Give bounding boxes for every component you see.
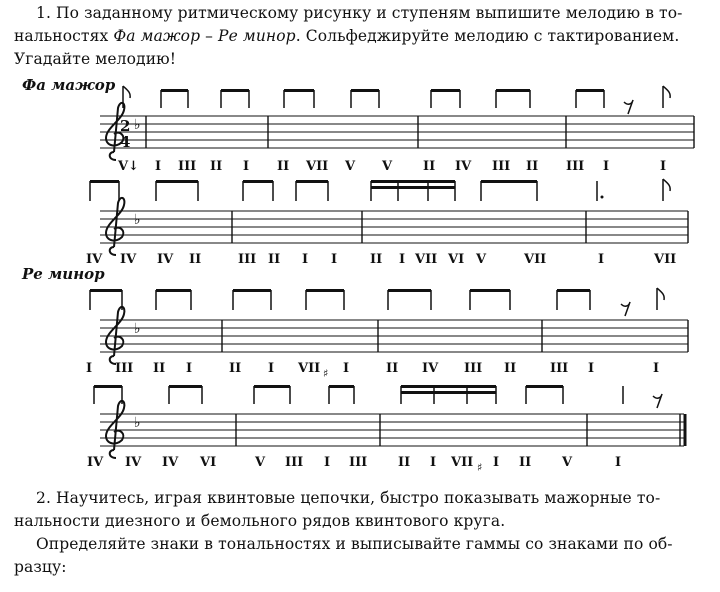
degree: I bbox=[493, 455, 500, 470]
degree: V bbox=[562, 455, 573, 470]
degree: II bbox=[526, 159, 539, 174]
degree: VII bbox=[654, 252, 677, 267]
degree: III bbox=[178, 159, 197, 174]
flat-key-sign: ♭ bbox=[134, 117, 141, 133]
beam-pair bbox=[161, 89, 188, 108]
beam-pair bbox=[496, 89, 530, 108]
degree: I bbox=[186, 361, 193, 376]
degree: V bbox=[345, 159, 356, 174]
degree: III bbox=[464, 361, 483, 376]
flat-key-sign: ♭ bbox=[134, 212, 141, 228]
degree: V bbox=[476, 252, 487, 267]
degree: II bbox=[229, 361, 242, 376]
task2-line2: нальности диезного и бемольного рядов квинтового круга. bbox=[14, 512, 506, 530]
degree: I bbox=[603, 159, 610, 174]
section-label-major: Фа мажор bbox=[22, 76, 116, 94]
degree: II bbox=[386, 361, 399, 376]
degree: I bbox=[399, 252, 406, 267]
degree: VII bbox=[524, 252, 547, 267]
degree: IV bbox=[422, 361, 439, 376]
task1-paragraph bbox=[14, 2, 706, 71]
degree: I bbox=[653, 361, 660, 376]
task1-line3: Угадайте мелодию! bbox=[14, 50, 177, 68]
staff-4 bbox=[0, 380, 720, 476]
degree: I bbox=[324, 455, 331, 470]
degree: IV bbox=[157, 252, 174, 267]
sharp-sign: ♯ bbox=[323, 367, 329, 378]
degree: IV bbox=[455, 159, 472, 174]
treble-clef-icon bbox=[106, 307, 124, 364]
section-label-minor: Ре минор bbox=[22, 265, 105, 283]
rhythm bbox=[90, 288, 664, 316]
degree: I bbox=[302, 252, 309, 267]
treble-clef-icon bbox=[106, 401, 124, 458]
task1-line2-pre: нальностях bbox=[14, 27, 114, 45]
degree: III bbox=[115, 361, 134, 376]
degree: IV bbox=[86, 252, 103, 267]
sharp-sign: ♯ bbox=[477, 461, 483, 474]
degree: IV bbox=[87, 455, 104, 470]
degree: IV bbox=[162, 455, 179, 470]
degree: II bbox=[423, 159, 436, 174]
degree: I bbox=[660, 159, 667, 174]
degree: II bbox=[519, 455, 532, 470]
time-sig-bottom: 4 bbox=[120, 133, 131, 151]
degree: I bbox=[86, 361, 93, 376]
task1-dash: – bbox=[200, 27, 219, 45]
staff-3 bbox=[0, 282, 720, 378]
task1-key-minor: Ре минор bbox=[218, 27, 296, 45]
degree: I bbox=[243, 159, 250, 174]
degrees-row-2 bbox=[86, 252, 676, 267]
degree: VII bbox=[451, 455, 474, 470]
degree: VI bbox=[448, 252, 465, 267]
staff-2 bbox=[0, 175, 720, 270]
degree: II bbox=[504, 361, 517, 376]
degree: III bbox=[566, 159, 585, 174]
degree: III bbox=[492, 159, 511, 174]
degrees-row-3 bbox=[86, 361, 659, 378]
degree: V bbox=[255, 455, 266, 470]
degree: II bbox=[268, 252, 281, 267]
degree: I bbox=[268, 361, 275, 376]
degrees-row-4 bbox=[87, 455, 621, 474]
degree: VII bbox=[415, 252, 438, 267]
task2-paragraph bbox=[14, 487, 706, 579]
degree: III bbox=[349, 455, 368, 470]
degree: III bbox=[550, 361, 569, 376]
beam-pair bbox=[431, 89, 460, 108]
degree: VII bbox=[298, 361, 321, 376]
degree: V↓ bbox=[118, 159, 139, 174]
task2-line4: разцу: bbox=[14, 558, 67, 576]
task1-line2 bbox=[14, 25, 706, 48]
sixteenth-group bbox=[371, 180, 455, 201]
rhythm bbox=[94, 385, 662, 408]
degree: II bbox=[398, 455, 411, 470]
task1-line1: 1. По заданному ритмическому рисунку и ступеням выпишите мелодию в то- bbox=[36, 4, 683, 22]
rhythm bbox=[123, 86, 670, 114]
degree: I bbox=[155, 159, 162, 174]
degree: I bbox=[598, 252, 605, 267]
degree: VII bbox=[306, 159, 329, 174]
flat-key-sign: ♭ bbox=[134, 321, 141, 337]
staff-1 bbox=[0, 80, 720, 180]
beam-pair bbox=[284, 89, 314, 108]
degree: I bbox=[331, 252, 338, 267]
degree: V bbox=[382, 159, 393, 174]
beam-pair bbox=[221, 89, 249, 108]
degree: III bbox=[238, 252, 257, 267]
degree: I bbox=[588, 361, 595, 376]
degree: IV bbox=[125, 455, 142, 470]
degree: I bbox=[343, 361, 350, 376]
degree: II bbox=[370, 252, 383, 267]
degree: II bbox=[189, 252, 202, 267]
task1-line2-post: . Сольфеджируйте мелодию с тактированием. bbox=[295, 27, 680, 45]
eighth-rest-icon bbox=[621, 302, 630, 316]
task2-line3: Определяйте знаки в тональностях и выписывайте гаммы со знаками по об- bbox=[36, 535, 673, 553]
task2-line1: 2. Научитесь, играя квинтовые цепочки, быстро показывать мажорные то- bbox=[36, 489, 661, 507]
degree: I bbox=[615, 455, 622, 470]
treble-clef-icon bbox=[106, 198, 124, 255]
degree: I bbox=[430, 455, 437, 470]
task1-key-major: Фа мажор bbox=[113, 27, 201, 45]
degree: II bbox=[210, 159, 223, 174]
eighth-rest-icon bbox=[624, 100, 633, 114]
rhythm bbox=[90, 179, 670, 201]
degree: III bbox=[285, 455, 304, 470]
beam-pair bbox=[351, 89, 379, 108]
eighth-rest-icon bbox=[653, 394, 662, 408]
degree: IV bbox=[120, 252, 137, 267]
flat-key-sign: ♭ bbox=[134, 415, 141, 431]
degrees-row-1 bbox=[117, 159, 666, 174]
degree: VI bbox=[200, 455, 217, 470]
degree: II bbox=[277, 159, 290, 174]
sixteenth-group bbox=[401, 385, 496, 404]
degree: II bbox=[153, 361, 166, 376]
time-sig-top: 2 bbox=[120, 117, 131, 135]
beam-pair bbox=[576, 89, 604, 108]
